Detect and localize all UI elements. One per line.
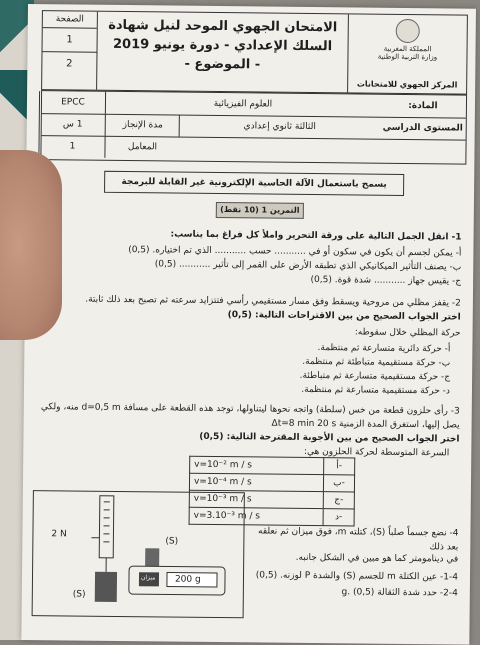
speed-key: ج- (323, 492, 354, 509)
calculator-notice: يسمح باستعمال الآلة الحاسبة الإلكترونية غير القابلة للبرمجة (104, 171, 404, 196)
page-number: 1 (42, 28, 96, 53)
table-row (189, 473, 354, 492)
question-4-2: 2-4- حدد شدة الثقالة g. (0,5) (248, 584, 458, 600)
speed-key: د- (323, 509, 354, 526)
answer-option: د- حركة مستقيمية متسارعة ثم منتظمة. (40, 380, 450, 398)
duration-value: 1 س (39, 113, 106, 136)
exam-session: السلك الإعدادي - دورة يونيو 2019 (97, 37, 349, 55)
question-3: 3- رأى حلزون قطعة من خس (سلطة) واتجه نحوها ليتناولها، توجد هذه القطعة على مسافة d=0,5 m منه، ولكي (40, 400, 460, 418)
question-1a: أ- يمكن لجسم أن يكون في سكون أو في ........... حسب ........... الذي تم اختياره. (0,5) (41, 242, 461, 260)
subject-value: العلوم الفيزيائية (105, 92, 380, 117)
coef-label: المعامل (104, 136, 179, 159)
exam-info-table (40, 90, 467, 164)
region-center: المركز الجهوي للامتحانات (348, 79, 466, 89)
body-label: (S) (165, 536, 178, 546)
experiment-diagram (33, 491, 244, 617)
question-1b: ب- يصنف التأثير الميكانيكي الذي تطبقه الأرض على القمر إلى تأثير ........... (0,5) (41, 256, 461, 274)
force-label: 2 N (51, 529, 66, 539)
body-s-on-scale (145, 548, 159, 566)
question-4-context: في دينامومتر كما هو مبين في الشكل جانبه. (248, 550, 458, 566)
royal-emblem-icon (396, 19, 420, 43)
question-1c: ج- يقيس جهاز ........... شدة قوة. (0,5) (41, 270, 461, 288)
info-blank (179, 137, 465, 162)
scale-word: ميزان (141, 574, 155, 581)
question-2: 2- يقفز مظلي من مروحية ويسقط وفق مسار مستقيمي رأسي فتتزايد سرعته ثم تصبح بعد ذلك ثابتة. (41, 292, 461, 310)
question-3-prompt: السرعة المتوسطة لحركة الحلزون هي: (39, 442, 449, 460)
dynamometer-body (99, 496, 114, 558)
question-2-prompt: حركة المظلي خلال سقوطه: (41, 322, 461, 340)
question-3-duration: يصل إليها، استغرق المدة الزمنية Δt=8 min 20 s (40, 414, 460, 432)
speed-value: v=3.10⁻³ m / s (189, 507, 323, 525)
question-4-1: 1-4- عين الكتلة m للجسم (S) والشدة P لوزنه. (0,5) (248, 568, 458, 584)
experiment-figure (32, 490, 245, 618)
exam-title-block (96, 12, 349, 93)
ministry-line: وزارة التربية الوطنية (348, 52, 466, 61)
speed-key: أ- (324, 458, 355, 475)
exercise-heading: التمرين 1 (10 نقط) (216, 202, 304, 219)
question-4: 4- نضع جسماً صلباً (S)، كتلته m، فوق ميزان ثم نعلقه بعد ذلك (248, 524, 458, 554)
coef-value: 1 (38, 135, 105, 158)
holding-hand (0, 150, 62, 340)
page-total: 2 (42, 52, 96, 76)
level-label: المستوى الدراسي (380, 117, 466, 140)
speed-value: v=10⁻⁴ m / s (189, 473, 323, 491)
answer-option: ج- حركة مستقيمية متسارعة ثم متباطئة. (40, 366, 450, 384)
exam-header (41, 10, 468, 94)
speed-key: ب- (323, 475, 354, 492)
question-3-instruction: اختر الجواب الصحيح من بين الأجوبة المقترحة التالية: (0,5) (39, 428, 459, 446)
exam-title: الامتحان الجهوي الموحد لنيل شهادة (97, 18, 349, 36)
table-row (190, 456, 355, 475)
question-2-instruction: اختر الجواب الصحيح من بين الاقتراحات التالية: (0,5) (41, 306, 461, 324)
subject-label: المادة: (380, 95, 466, 118)
speed-value: v=10⁻³ m / s (189, 490, 323, 508)
page-label: الصفحة (43, 11, 97, 29)
exam-code: EPCC (39, 91, 106, 114)
page-counter (42, 11, 98, 90)
ministry-line: المملكة المغربية (349, 44, 467, 53)
exam-subject-heading: - الموضوع - (96, 56, 348, 74)
duration-label: مدة الإنجاز (105, 114, 180, 137)
body-label: (S) (73, 590, 86, 600)
exam-sheet (21, 4, 476, 645)
body-s-hanging (95, 572, 117, 602)
answer-option: ب- حركة مستقيمية متباطئة ثم منتظمة. (40, 352, 450, 370)
ministry-block (347, 14, 467, 93)
question-1: 1- انقل الجمل التالية على ورقة التحرير واملأ كل فراغ بما يناسب: (42, 226, 462, 244)
speed-value: v=10⁻² m / s (190, 456, 324, 474)
answer-option: أ- حركة دائرية متسارعة ثم منتظمة. (40, 338, 450, 356)
info-row (41, 135, 465, 161)
level-value: الثالثة ثانوي إعدادي (179, 115, 380, 139)
scale-reading: 200 g (175, 575, 201, 585)
